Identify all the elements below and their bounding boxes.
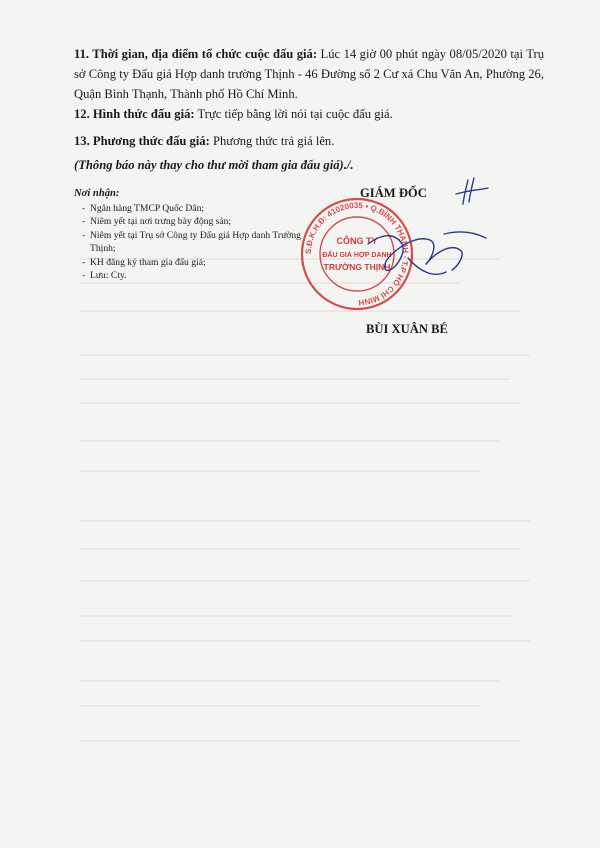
signature-icon — [348, 174, 508, 284]
item-text: Lúc 14 giờ 00 phút ngày 08/05/2020 tại Trụ sở Công ty Đấu giá Hợp danh trường Thịnh - 46 Đường số 2 Cư xá Chu Văn An, Phường 26, Quận Bình Thạnh, Thành phố Hồ Chí Minh. — [74, 47, 544, 101]
item-auction-method — [74, 131, 544, 151]
signer-name: BÙI XUÂN BÉ — [366, 322, 448, 336]
seal-line-3: TRƯỜNG THỊNH — [323, 262, 391, 272]
seal-line-2: ĐẤU GIÁ HỢP DANH — [322, 252, 392, 259]
item-auction-time-location — [74, 44, 544, 104]
item-label: 13. Phương thức đấu giá: — [74, 134, 210, 148]
item-text: Phương thức trả giá lên. — [212, 134, 335, 148]
recipients-block — [74, 187, 314, 283]
recipient-item: - Niêm yết tại nơi trưng bày động sản; — [82, 215, 314, 229]
signer-title: GIÁM ĐỐC — [360, 186, 427, 200]
recipient-item: - KH đăng ký tham gia đấu giá; — [82, 256, 314, 270]
recipients-title: Nơi nhận: — [74, 188, 120, 199]
item-label: 12. Hình thức đấu giá: — [74, 107, 195, 121]
recipient-item: - Ngân hàng TMCP Quốc Dân; — [82, 202, 314, 216]
notice-note: (Thông báo này thay cho thư mời tham gia đấu giá)./. — [74, 158, 354, 172]
recipients-list — [74, 202, 314, 283]
seal-line-1: CÔNG TY — [336, 236, 378, 246]
item-label: 11. Thời gian, địa điểm tổ chức cuộc đấu giá: — [74, 47, 318, 61]
seal-outer-text: S.Đ.K.H.Đ: 41020035 • Q.BÌNH THẠNH - T.P HỒ CHÍ MINH — [303, 200, 411, 308]
recipient-item: - Niêm yết tại Trụ sở Công ty Đấu giá Hợp danh Trường Thịnh; — [82, 229, 314, 256]
recipient-item: - Lưu: Cty. — [82, 269, 314, 283]
item-text: Trực tiếp bằng lời nói tại cuộc đấu giá. — [197, 107, 393, 121]
item-auction-form — [74, 104, 544, 124]
